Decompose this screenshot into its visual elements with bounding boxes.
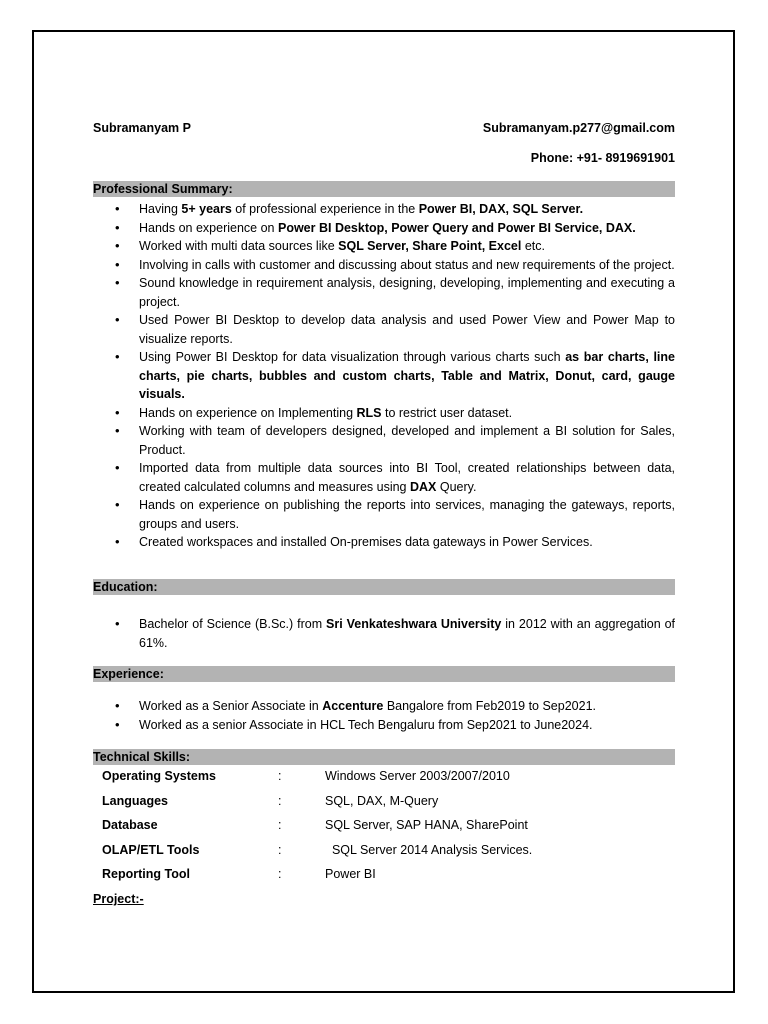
bullet-text: Bachelor of Science (B.Sc.) from <box>139 617 327 631</box>
bullet-text: as bar charts, line charts, pie charts, bubbles and custom charts, Table and Matrix, Donut, card, gauge visuals. <box>139 350 675 401</box>
skill-value: SQL Server, SAP HANA, SharePoint <box>325 818 528 832</box>
skill-label: OLAP/ETL Tools <box>102 842 200 857</box>
bullet-text: DAX <box>409 479 437 494</box>
bullet-text: Working with team of developers designed, developed and implement a BI solution for Sales, Product. <box>139 424 675 457</box>
bullet-text: of professional experience in the <box>231 202 419 216</box>
bullet-text: Hands on experience on publishing the reports into services, managing the gateways, reports, groups and users. <box>139 498 675 531</box>
skill-value: Power BI <box>325 867 376 881</box>
summary-bullet-item <box>93 348 675 404</box>
skill-value: Windows Server 2003/2007/2010 <box>325 769 510 783</box>
bullet-text: Bangalore from Feb2019 to Sep2021. <box>383 699 596 713</box>
skill-value: SQL Server 2014 Analysis Services. <box>325 842 533 857</box>
skill-label: Reporting Tool <box>102 867 190 881</box>
bullet-text: Created workspaces and installed On-premises data gateways in Power Services. <box>139 535 593 549</box>
bullet-text: Power BI, DAX, SQL Server. <box>418 202 584 216</box>
summary-bullet-item <box>93 459 675 496</box>
education-list <box>93 615 675 652</box>
summary-bullet-item <box>93 237 675 256</box>
summary-bullet-item <box>93 422 675 459</box>
bullet-text: Using Power BI Desktop for data visualization through various charts such <box>139 350 566 364</box>
summary-bullet-item <box>93 311 675 348</box>
bullet-text: Hands on experience on <box>139 220 278 235</box>
bullet-text: to restrict user dataset. <box>381 405 513 420</box>
bullet-text: Sound knowledge in requirement analysis, designing, developing, implementing and executing a project. <box>139 276 675 309</box>
summary-bullet-item <box>93 496 675 533</box>
skill-row <box>102 767 662 792</box>
phone-number: Phone: +91- 8919691901 <box>530 151 675 165</box>
education-heading: Education: <box>93 579 675 595</box>
skill-label: Operating Systems <box>102 769 216 783</box>
email-address: Subramanyam.p277@gmail.com <box>482 121 675 135</box>
skills-table <box>102 767 662 890</box>
bullet-text: Having <box>139 202 182 216</box>
bullet-text: Sri Venkateshwara University <box>326 617 502 631</box>
skill-colon: : <box>278 867 282 881</box>
bullet-text: Power BI Desktop, Power Query and Power BI Service, DAX. <box>277 220 636 235</box>
skill-value: SQL, DAX, M-Query <box>325 793 439 808</box>
skill-row <box>102 865 662 890</box>
summary-bullet-item <box>93 200 675 219</box>
summary-bullet-item <box>93 219 675 238</box>
summary-bullet-item <box>93 533 675 552</box>
education-bullet-item <box>93 615 675 652</box>
bullet-text: Involving in calls with customer and discussing about status and new requirements of the project. <box>139 257 675 272</box>
skill-row <box>102 816 662 841</box>
experience-heading: Experience: <box>93 666 675 682</box>
bullet-text: Accenture <box>322 699 384 713</box>
bullet-text: Worked with multi data sources like <box>139 239 339 253</box>
bullet-text: Hands on experience on Implementing <box>139 405 357 420</box>
summary-heading: Professional Summary: <box>93 181 675 197</box>
summary-list <box>93 200 675 552</box>
candidate-name: Subramanyam P <box>93 121 191 135</box>
summary-bullet-item <box>93 404 675 423</box>
project-heading: Project:- <box>93 892 144 906</box>
bullet-text: in 2012 with an aggregation of 61%. <box>139 617 675 650</box>
bullet-text: 5+ years <box>181 202 232 216</box>
bullet-text: Imported data from multiple data sources into BI Tool, created relationships between data, created calculated columns and measures using <box>139 461 675 494</box>
skill-label: Languages <box>102 793 168 808</box>
skill-row <box>102 792 662 817</box>
bullet-text: Worked as a senior Associate in HCL Tech Bengaluru from Sep2021 to June2024. <box>139 717 593 732</box>
experience-bullet-item <box>93 697 675 716</box>
bullet-text: Query. <box>436 479 477 494</box>
skill-colon: : <box>278 793 282 808</box>
skill-colon: : <box>278 769 282 783</box>
skill-label: Database <box>102 818 158 832</box>
bullet-text: Used Power BI Desktop to develop data analysis and used Power View and Power Map to visualize reports. <box>139 313 675 346</box>
skill-row <box>102 841 662 866</box>
summary-bullet-item <box>93 256 675 275</box>
bullet-text: RLS <box>356 405 382 420</box>
experience-bullet-item <box>93 716 675 735</box>
skill-colon: : <box>278 818 282 832</box>
bullet-text: etc. <box>521 239 545 253</box>
skills-heading: Technical Skills: <box>93 749 675 765</box>
experience-list <box>93 697 675 734</box>
bullet-text: SQL Server, Share Point, Excel <box>338 239 522 253</box>
skill-colon: : <box>278 842 282 857</box>
bullet-text: Worked as a Senior Associate in <box>139 699 323 713</box>
summary-bullet-item <box>93 274 675 311</box>
